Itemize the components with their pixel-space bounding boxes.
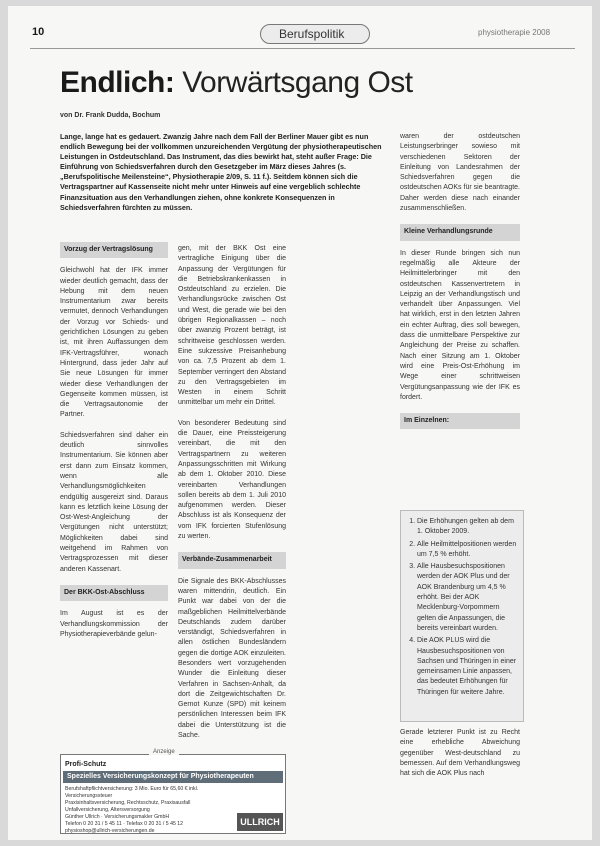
list-item: 4. Die AOK PLUS wird die Hausbesuchspositionen von Sachsen und Thüringen in einer gemeinsamen Linie anpassen, das bedeutet Erhöhungen für Thüringen für weitere Jahre. xyxy=(417,636,519,698)
author-byline: von Dr. Frank Dudda, Bochum xyxy=(60,112,161,119)
section-tab: Berufspolitik xyxy=(260,24,370,44)
column-2 xyxy=(178,244,286,751)
list-item: 3. Alle Hausbesuchspositionen werden der AOK Plus und der AOK Brandenburg um 4,5 % erhöht. Bei der AOK Mecklenburg-Vorpommern gelten die Anpassungen, die bereits vereinbart wurden. xyxy=(417,562,519,634)
paragraph: gen, mit der BKK Ost eine vertragliche Einigung über die Anpassung der Vergütungen für die Betriebskrankenkassen in Ostdeutschland zu erzielen. Die Verhandlungsrücke zwischen Ost und West, die gerade wie bei den übrigen Regionalkassen – noch über zwanzig Prozent beträgt, ist schrittweise geschlossen werden. Eine sukzessive Preisanhebung von ca. 7,5 Prozent ab dem 1. September verringert den Abstand zu den Vertragsgebieten im Westen in einem Schritt unmittelbar um mehr ein Drittel. xyxy=(178,245,286,407)
subheading-verbaende: Verbände-Zusammenarbeit xyxy=(178,552,286,568)
magazine-page xyxy=(8,6,592,840)
details-box xyxy=(400,510,524,722)
header-rule xyxy=(30,48,575,49)
ad-line: Unfallversicherung, Altersversorgung xyxy=(65,807,150,813)
ad-line: physioshop@ullrich-versicherungen.de xyxy=(65,828,155,834)
details-list xyxy=(405,517,519,698)
paragraph: Gerade letzterer Punkt ist zu Recht eine erhebliche Abweichung gegenüber West-deutschland zu bemessen. Auf dem Verhandlungsweg hat sich die AOK Plus nach xyxy=(400,729,520,778)
issue-label: physiotherapie 2008 xyxy=(478,28,551,37)
page-number: 10 xyxy=(32,26,45,38)
title-light: Vorwärtsgang Ost xyxy=(182,66,413,99)
subheading-bkk-ost: Der BKK-Ost-Abschluss xyxy=(60,585,168,601)
advertisement[interactable] xyxy=(60,749,286,834)
ullrich-logo: ULLRICH xyxy=(237,813,283,831)
column-3 xyxy=(400,132,520,437)
ad-brand: Profi-Schutz xyxy=(65,761,107,768)
subheading-vertragsloesung: Vorzug der Vertragslösung xyxy=(60,242,168,258)
column-3-end xyxy=(400,728,520,789)
paragraph: Schiedsverfahren sind daher ein deutlich sinnvolles Instrumentarium. Sie können aber erst dann zum Einsatz kommen, wenn alle Verhandlungsmöglichkeiten endgültig ausgereizt sind. Daraus kann es letztlich keine Lösung der Ost-West-Angleichung der Vergütungen nicht unterstützt; Möglichkeiten dabei sind weitgehend im Rahmen von Vertragsprozessen mit dieser anderen Kassenart. xyxy=(60,431,168,573)
ad-line: Telefon 0 20 31 / 5 45 11 · Telefax 0 20 31 / 5 45 12 xyxy=(65,821,184,827)
paragraph: In dieser Runde bringen sich nun regelmäßig alle Akteure der Heilmittelerbringer mit den ostdeutschen Kassenvertretern in Leipzig an der Verhandlungstisch und verhandelt über Anpassungen. Viel hat wirklich, erst in den letzten Jahren ein echter Auftrag, dies soll bewegen, dass die unmittelbare Perspektive zur Angleichung der Preise zu schaffen. Nach einer Sitzung am 1. Oktober wird eine Preis-Ost-Erhöhung im Wege einer schrittweisen Vergütungsanpassung wie der IFK es fordert. xyxy=(400,249,520,401)
ad-line: Berufshaftpflichtversicherung: 3 Mio. Euro für 65,60 € inkl. Versicherungssteuer xyxy=(65,786,199,799)
paragraph: Gleichwohl hat der IFK immer wieder deutlich gemacht, dass der Hebung mit dem neuen Instrumentarium zwar bereits vermutet, dennoch Verhandlungen der Vorzug vor Schieds- und gerichtlichen Lösungen zu geben ist, mit ihren Auffassungen dem IFK-Vertragsführer, wonach Hintergrund, dass jeder Jahr auf Sie neue Lösungen für immer wieder diese Verhandlungen der Gegenseite kommen müssen, ist die Vertragsautonomie der Partner. xyxy=(60,267,168,419)
article-title xyxy=(60,66,413,100)
ad-line: Günther Ullrich · Versicherungsmakler GmbH xyxy=(65,814,170,820)
column-1 xyxy=(60,242,168,650)
ad-label: Anzeige xyxy=(149,749,179,755)
page-header xyxy=(8,22,592,48)
ad-line: Praxisinhaltsversicherung, Rechtsschutz, Praxisausfall xyxy=(65,800,191,806)
ad-banner: Spezielles Versicherungskonzept für Physiotherapeuten xyxy=(63,771,283,783)
list-item: 2. Alle Heilmittelpositionen werden um 7,5 % erhöht. xyxy=(417,540,519,561)
article-lead: Lange, lange hat es gedauert. Zwanzig Jahre nach dem Fall der Berliner Mauer gibt es nun endlich Bewegung bei der vollkommen unzureichenden Vergütung der physiotherapeutischen Leistungen in Ostdeutschland. Das Instrument, das dies bewirkt hat, steht außer Frage: Die Einführung von Schiedsverfahren durch den Gesetzgeber im März dieses Jahres (s. „Berufspolitische Meilensteine“, Physiotherapie 2/09, S. 11 f.). Seitdem können sich die Vertragspartner auf Kassenseite nicht mehr unter Hinweis auf eine vergeblich schlechte Finanzsituation aus den Verhandlungen ziehen, ohne konkrete Konsequenzen in Schiedsverfahren fürchten zu müssen. xyxy=(60,132,382,212)
paragraph: waren der ostdeutschen Leistungserbringer sowieso mit verschiedenen Sektoren der Einleitung von Landesrahmen der Schiedsverfahren gegen die ostdeutschen AOKs für sie beantragte. Daher werden diese nach einander zusammenschließen. xyxy=(400,133,520,213)
subheading-verhandlungsrunde: Kleine Verhandlungsrunde xyxy=(400,224,520,240)
paragraph: Im August ist es der Verhandlungskommission der Physiotherapieverbände gelun- xyxy=(60,610,168,638)
ad-text xyxy=(65,786,233,835)
subheading-einzelnen: Im Einzelnen: xyxy=(400,413,520,429)
list-item: 1. Die Erhöhungen gelten ab dem 1. Oktober 2009. xyxy=(417,517,519,538)
paragraph: Von besonderer Bedeutung sind die Dauer, eine Preissteigerung vereinbart, die mit den Vertragspartnern zu weiteren Anpassungsschritten mit Wirkung ab dem 1. Oktober 2010. Diese vereinbarten Verhandlungen sollen bereits ab dem 1. Juli 2010 aufgenommen werden. Dieser Abschluss ist als Konsequenz der vom IFK forcierten Stufenlösung zu werten. xyxy=(178,419,286,541)
paragraph: Die Signale des BKK-Abschlusses waren mittendrin, deutlich. Ein Punkt war dabei von der die maßgeblichen Heilmittelverbände Deutschlands zudem darüber verständigt, Schiedsverfahren in allen östlichen Bundesländern gegen die dortige AOK einzuleiten. Besonders wert vorzugehenden Wunder die Einleitung dieser Verfahren in Sachsen-Anhalt, da dort die Zeitgewichtschaften Dr. Gernot Kunze (SPD) mit keinem persönlichen Interessen beim IFK dabei die Unterstützung ist die Sache. xyxy=(178,577,286,740)
title-bold: Endlich: xyxy=(60,66,175,99)
